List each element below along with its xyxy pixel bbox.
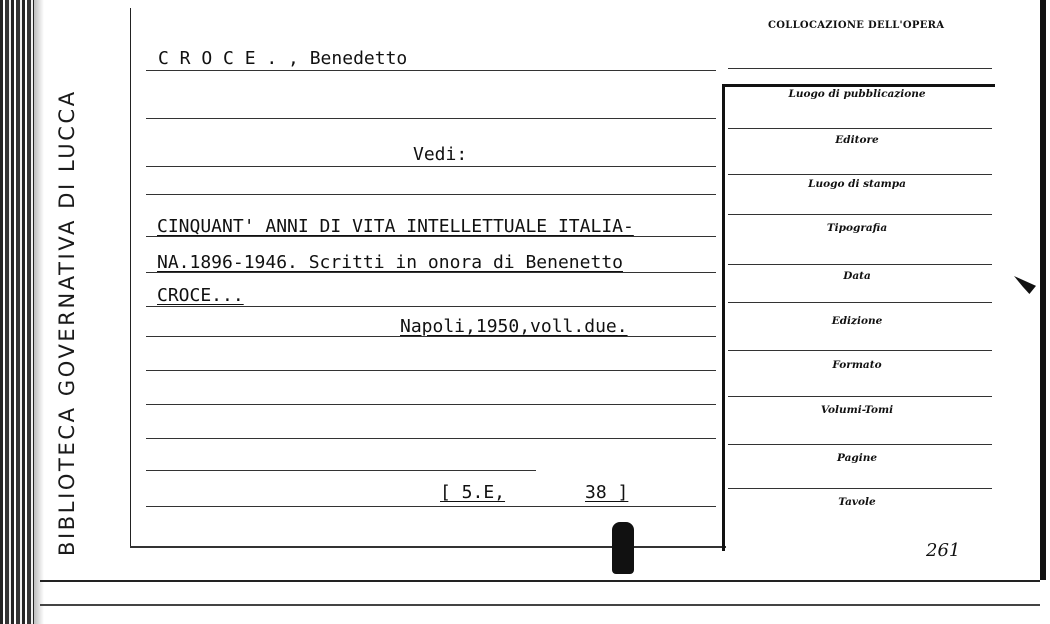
ruled-line [146, 194, 716, 195]
form-line [728, 444, 992, 445]
ruled-line [130, 546, 726, 548]
field-printer: Tipografia [826, 222, 888, 234]
margin-mark [1014, 276, 1036, 294]
margin-rule [130, 8, 131, 548]
ruled-line [146, 70, 716, 71]
collocation-header: COLLOCAZIONE DELL'OPERA [768, 20, 945, 31]
card-bottom-edge [0, 574, 1050, 624]
ink-blot [612, 522, 634, 574]
form-line [728, 302, 992, 303]
field-pages: Pagine [836, 452, 878, 464]
shelfmark-right: 38 ] [585, 482, 629, 503]
field-edition: Edizione [831, 315, 883, 327]
form-line [728, 350, 992, 351]
field-place-of-publication: Luogo di pubblicazione [788, 88, 926, 100]
form-line [728, 68, 992, 69]
ruled-line [146, 118, 716, 119]
title-line-3: CROCE... [157, 285, 244, 306]
field-format: Formato [832, 359, 882, 371]
field-place-of-printing: Luogo di stampa [808, 178, 906, 190]
scanned-card-edge [0, 0, 34, 624]
see-reference-label: Vedi: [413, 144, 468, 165]
form-line [728, 214, 992, 215]
ruled-line [146, 306, 716, 307]
card-right-edge [1040, 0, 1046, 580]
form-line [728, 174, 992, 175]
ruled-line [146, 404, 716, 405]
form-line [728, 264, 992, 265]
handwritten-number: 261 [926, 540, 961, 561]
imprint-line: Napoli,1950,voll.due. [400, 316, 628, 337]
title-line-2: NA.1896-1946. Scritti in onora di Benenetto [157, 252, 623, 273]
shelfmark-left: [ 5.E, [440, 482, 506, 503]
ruled-line [146, 438, 716, 439]
form-line [728, 128, 992, 129]
form-line [728, 396, 992, 397]
ruled-line [146, 166, 716, 167]
ruled-line [146, 370, 716, 371]
institution-label: BIBLIOTECA GOVERNATIVA DI LUCCA [55, 89, 79, 556]
author-heading: C R O C E . , Benedetto [158, 48, 408, 69]
field-volumes: Volumi-Tomi [820, 404, 894, 416]
field-publisher: Editore [835, 134, 879, 146]
ruled-line [146, 506, 716, 507]
title-line-1: CINQUANT' ANNI DI VITA INTELLETTUALE ITALIA- [157, 216, 634, 237]
form-line [728, 488, 992, 489]
field-plates: Tavole [838, 496, 876, 508]
ruled-line [146, 470, 536, 471]
scan-shadow [34, 0, 44, 624]
field-date: Data [843, 270, 871, 282]
